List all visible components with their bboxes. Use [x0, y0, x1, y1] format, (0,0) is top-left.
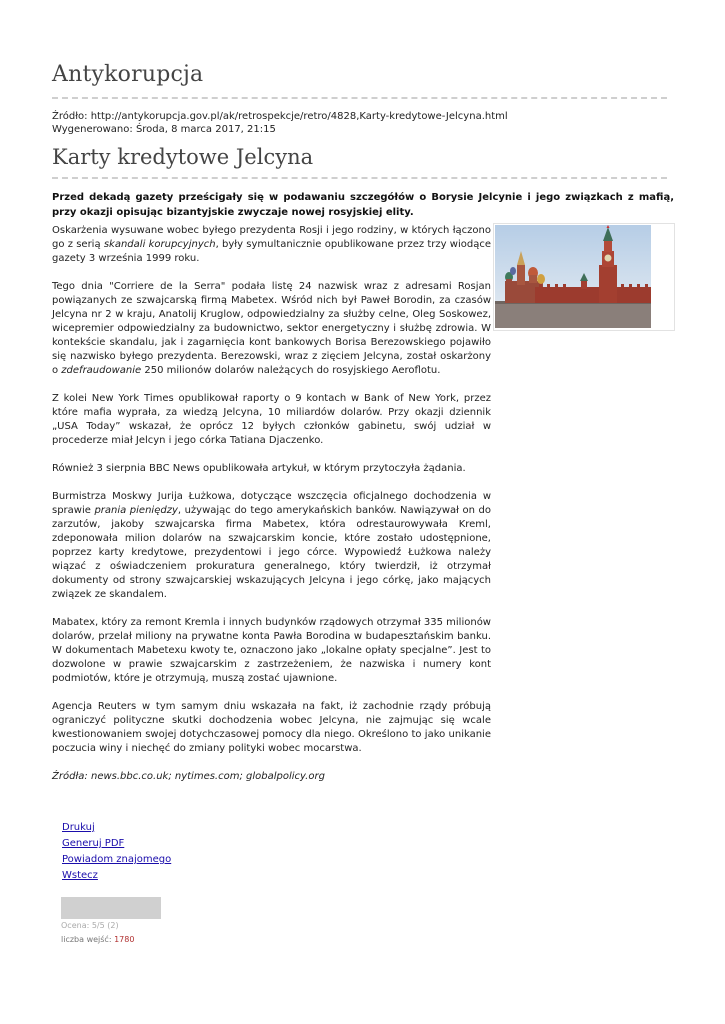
article-sources: Źródła: news.bbc.co.uk; nytimes.com; globalpolicy.org: [52, 771, 325, 782]
paragraph: Mabatex, który za remont Kremla i innych budynków rządowych otrzymał 335 milionów dolarów, przelał miliony na prywatne konta Pawła Borodina w budapesztańskim banku. W dokumentach Mabetexu kwoty te, oznaczono jako „lokalne opłaty specjalne”. Jest to dozwolone w prawie szwajcarskim z zastrzeżeniem, że nazwiska i numery kont podmiotów, które je otrzymują, muszą zostać ujawnione.: [52, 617, 491, 684]
paragraph: Oskarżenia wysuwane wobec byłego prezydenta Rosji i jego rodziny, w których łączono go z serią skandali korupcyjnych, były symultanicznie opublikowane przez trzy wiodące gazety 3 września 1999 roku.: [52, 225, 492, 264]
article-title: Karty kredytowe Jelcyna: [52, 145, 314, 169]
article-body: [52, 224, 491, 770]
paragraph: Z kolei New York Times opublikował raporty o 9 kontach w Bank of New York, przez które mafia wyprała, za wiedzą Jelcyna, 10 miliardów dolarów. Przy okazji dziennik „USA Today” wskazał, że oprócz 12 byłych członków gabinetu, swój udział w procederze miał Jelcyn i jego córka Tatiana Djaczenko.: [52, 393, 491, 446]
paragraph: Również 3 sierpnia BBC News opublikowała artykuł, w którym przytoczyła żądania.: [52, 463, 466, 474]
print-link[interactable]: Drukuj: [62, 822, 95, 833]
article-lead: Przed dekadą gazety prześcigały się w podawaniu szczegółów o Borysie Jelcynie i jego związkach z mafią, przy okazji opisując bizantyjskie zwyczaje nowej rosyjskiej elity.: [52, 192, 674, 218]
views-counter: [61, 935, 134, 944]
back-link[interactable]: Wstecz: [62, 870, 98, 881]
generate-pdf-link[interactable]: Generuj PDF: [62, 838, 125, 849]
rating-label: Ocena: 5/5 (2): [61, 921, 119, 930]
article-actions: [62, 820, 171, 884]
article-image-frame: [493, 223, 675, 331]
divider: [52, 177, 667, 179]
rating-bar[interactable]: [61, 897, 161, 919]
source-url: Źródło: http://antykorupcja.gov.pl/ak/retrospekcje/retro/4828,Karty-kredytowe-Jelcyna.html: [52, 111, 508, 122]
paragraph: Tego dnia "Corriere de la Serra" podała listę 24 nazwisk wraz z adresami Rosjan powiązanych ze szwajcarską firmą Mabetex. Wśród nich był Paweł Borodin, za czasów Jelcyna nr 2 w kraju, Anatolij Kruglow, odpowiedzialny za służby celne, Oleg Soskowez, wicepremier odpowiedzialny za budownictwo, sektor energetyczny i służbę zdrowia. W kontekście skandalu, jak i zagarnięcia kont bankowych Borisa Berezowskiego pojawiło się nazwisko byłego prezydenta. Berezowski, wraz z zięciem Jelcyna, został oskarżony o zdefraudowanie 250 milionów dolarów należących do rosyjskiego Aeroflotu.: [52, 281, 491, 376]
paragraph: Agencja Reuters w tym samym dniu wskazała na fakt, iż zachodnie rządy próbują ograniczyć polityczne skutki dochodzenia wobec Jelcyna, nie zajmując się wcale kwestionowaniem swojej dotychczasowej pomocy dla niego. Określono to jako unikanie poczucia winy i niechęć do zmiany polityki wobec mocarstwa.: [52, 701, 491, 754]
kremlin-photo: [495, 225, 651, 328]
views-label: liczba wejść:: [61, 935, 112, 944]
paragraph: Burmistrza Moskwy Jurija Łużkowa, dotyczące wszczęcia oficjalnego dochodzenia w sprawie prania pieniędzy, używając do tego amerykańskich banków. Nawiązywał on do zarzutów, jakoby szwajcarska firma Mabetex, która odrestaurowywała Kreml, zdeponowała milion dolarów na szwajcarskim koncie, które zostało udostępnione, poprzez karty kredytowe, prezydentowi i jego córce. Wypowiedź Łużkowa należy wiązać z oświadczeniem prokuratura generalnego, który twierdził, iż otrzymał dokumenty od strony szwajcarskiej wskazujących Jelcyna i jego córkę, jako mających związek ze skandalem.: [52, 491, 491, 600]
generated-date: Wygenerowano: Środa, 8 marca 2017, 21:15: [52, 124, 276, 135]
divider: [52, 97, 667, 99]
notify-friend-link[interactable]: Powiadom znajomego: [62, 854, 172, 865]
site-title: Antykorupcja: [52, 62, 204, 87]
views-count: 1780: [114, 935, 135, 944]
